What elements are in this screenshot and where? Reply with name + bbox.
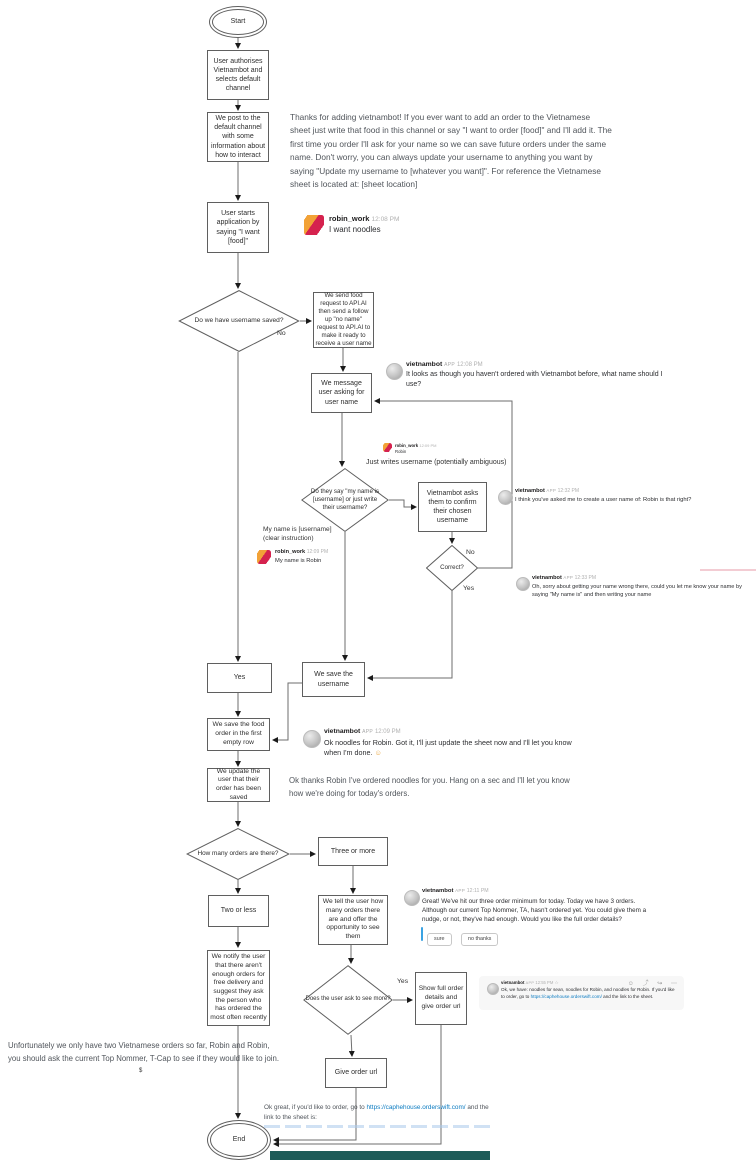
message-timestamp: 12:32 PM: [557, 488, 580, 494]
node-three-or-more: Three or more: [318, 837, 388, 866]
message-username: robin_work: [395, 443, 419, 448]
decision-username-saved: Do we have username saved?: [178, 290, 300, 352]
node-user-starts: User starts application by saying "I want [food]": [207, 202, 269, 253]
message-full-details: [479, 976, 684, 1010]
message-timestamp: 12:08 PM: [371, 216, 400, 223]
app-badge: APP: [563, 575, 574, 580]
sure-button[interactable]: sure: [427, 933, 452, 946]
message-timestamp: 12:33 PM: [574, 575, 597, 581]
edge-label-no: No: [277, 330, 286, 337]
node-start: Start: [209, 6, 267, 38]
app-badge: APP: [525, 981, 535, 985]
message-timestamp: 12:09 PM: [419, 443, 437, 448]
ok-great-text-post: and the link to the sheet is:: [264, 1104, 489, 1121]
message-username: vietnambot: [532, 575, 562, 581]
order-saved-paragraph: Ok thanks Robin I've ordered noodles for you. Hang on a sec and I'll let you know how we're doing for today's orders.: [289, 776, 570, 798]
node-api-request: We send food request to API.AI then send a follow up "no name" request to API.AI to make it ready to receive a user name: [313, 292, 374, 348]
forward-icon[interactable]: ↪: [657, 981, 665, 987]
app-badge: APP: [546, 488, 557, 493]
add-reaction-icon[interactable]: ☺: [627, 981, 636, 987]
message-text: My name is Robin: [275, 558, 322, 564]
node-save-food: We save the food order in the first empty row: [207, 718, 270, 751]
pink-artifact-line: [700, 569, 756, 571]
message-timestamp: 12:08 PM: [456, 362, 483, 368]
orderswift-link[interactable]: https://caphehouse.orderswift.com/: [366, 1104, 466, 1111]
no-thanks-button[interactable]: no thanks: [461, 933, 498, 946]
message-username: vietnambot: [406, 361, 443, 368]
vietnambot-avatar: [404, 890, 420, 906]
message-actions-toolbar: [625, 978, 679, 987]
message-username: vietnambot: [422, 888, 454, 894]
message-username: vietnambot: [324, 728, 361, 735]
decision-how-many-orders: How many orders are there?: [186, 828, 290, 880]
node-give-order-url: Give order url: [325, 1058, 387, 1088]
message-username: vietnambot: [515, 488, 545, 494]
message-timestamp: 12:09 PM: [374, 729, 401, 735]
app-badge: APP: [444, 362, 456, 368]
teal-image-fragment: [270, 1151, 490, 1160]
annotation-dollar: $: [139, 1068, 143, 1074]
attachment-bar: [421, 927, 423, 941]
message-timestamp: 12:55 PM: [535, 980, 554, 985]
robin-avatar: [257, 550, 271, 564]
node-post-default: We post to the default channel with some information about how to interact: [207, 112, 269, 162]
more-actions-icon[interactable]: ⋯: [671, 981, 679, 987]
vietnambot-avatar: [303, 730, 321, 748]
app-badge: APP: [362, 729, 374, 735]
message-text: Robin: [395, 448, 407, 454]
node-message-user: We message user asking for user name: [311, 373, 372, 413]
message-username: robin_work: [329, 214, 370, 223]
node-save-username: We save the username: [302, 662, 365, 697]
node-authorise: User authorises Vietnambot and selects default channel: [207, 50, 269, 100]
smile-emoji-icon: ☺: [374, 748, 382, 758]
unfortunately-paragraph: Unfortunately we only have two Vietnamese orders so far, Robin and Robin, you should ask the current Top Nommer, T-Cap to see if they would like to join.: [8, 1041, 280, 1063]
node-yes: Yes: [207, 663, 272, 693]
redacted-sheet-link: [264, 1125, 494, 1128]
message-timestamp: 12:11 PM: [466, 888, 489, 894]
message-text: Oh, sorry about getting your name wrong there, could you let me know your name by saying "My name is" and then writing your name: [532, 584, 742, 599]
message-username: vietnambot: [501, 980, 525, 985]
vietnambot-avatar: [516, 577, 530, 591]
node-tell-user: We tell the user how many orders there are and offer the opportunity to see them: [318, 895, 388, 945]
node-two-or-less: Two or less: [208, 895, 269, 927]
message-timestamp: 12:09 PM: [306, 549, 329, 555]
robin-avatar: [383, 443, 392, 452]
message-text: I think you've asked me to create a user name of: Robin is that right?: [515, 497, 692, 503]
annotation-clear-instruction: My name is [username] (clear instruction): [263, 526, 332, 542]
share-icon[interactable]: ⤴: [642, 981, 651, 987]
robin-avatar: [304, 215, 324, 235]
message-text: Ok, we have: noodles for sean, noodles for Robin, and noodles for Robin. If you'd like to order, go to https://caphehouse.orderswift.com/ and the link to the sheet.: [501, 987, 675, 999]
message-text: Great! We've hit our three order minimum for today. Today we have 3 orders. Although our current Top Nommer, TA, hasn't ordered yet. You could give them a nudge, or not, they've had enough. Would you like the full order details?: [422, 898, 647, 924]
annotation-ambiguous: Just writes username (potentially ambiguous): [366, 459, 507, 466]
node-show-full-details: Show full order details and give order url: [415, 972, 467, 1025]
decision-name-phrasing: Do they say "my name is [username] or just write their username?: [301, 468, 389, 532]
vietnambot-avatar: [487, 983, 499, 995]
welcome-paragraph: Thanks for adding vietnambot! If you ever want to add an order to the Vietnamese sheet just write that food in this channel or say "I want to order [food]" and I'll add it. The first time you order I'll ask for your name so we can save future orders under the same name. Don't worry, you can always update your username to anything you want by saying "Update my username to [whatever you want]". For reference the Vietnamese sheet is located at: [sheet location]: [290, 112, 612, 190]
vietnambot-avatar: [386, 363, 403, 380]
ok-great-paragraph: [264, 1103, 496, 1123]
node-notify-user: We notify the user that there aren't enough orders for free delivery and suggest they ask the person who has ordered the most often recently: [207, 950, 270, 1026]
node-end: End: [207, 1120, 271, 1160]
star-icon: ☆: [554, 980, 559, 985]
message-text: I want noodles: [329, 225, 381, 234]
message-username: robin_work: [275, 549, 306, 555]
orderswift-link[interactable]: https://caphehouse.orderswift.com/: [530, 993, 602, 999]
edge-label-see-more-yes: Yes: [397, 978, 409, 985]
edge-label-correct-no: No: [466, 549, 475, 556]
message-text: It looks as though you haven't ordered with Vietnambot before, what name should I use?: [406, 371, 663, 389]
app-badge: APP: [455, 888, 466, 893]
node-update-user: We update the user that their order has been saved: [207, 768, 270, 802]
vietnambot-avatar: [498, 490, 513, 505]
decision-see-more: Does the user ask to see more?: [303, 965, 393, 1035]
message-text: Ok noodles for Robin. Got it, I'll just update the sheet now and I'll let you know when I'm done. ☺: [324, 738, 572, 758]
node-confirm-username: Vietnambot asks them to confirm their chosen username: [418, 482, 487, 532]
ok-great-text: Ok great, if you'd like to order, go to: [264, 1104, 367, 1111]
edge-label-correct-yes: Yes: [463, 585, 475, 592]
decision-correct: Correct?: [426, 545, 478, 591]
